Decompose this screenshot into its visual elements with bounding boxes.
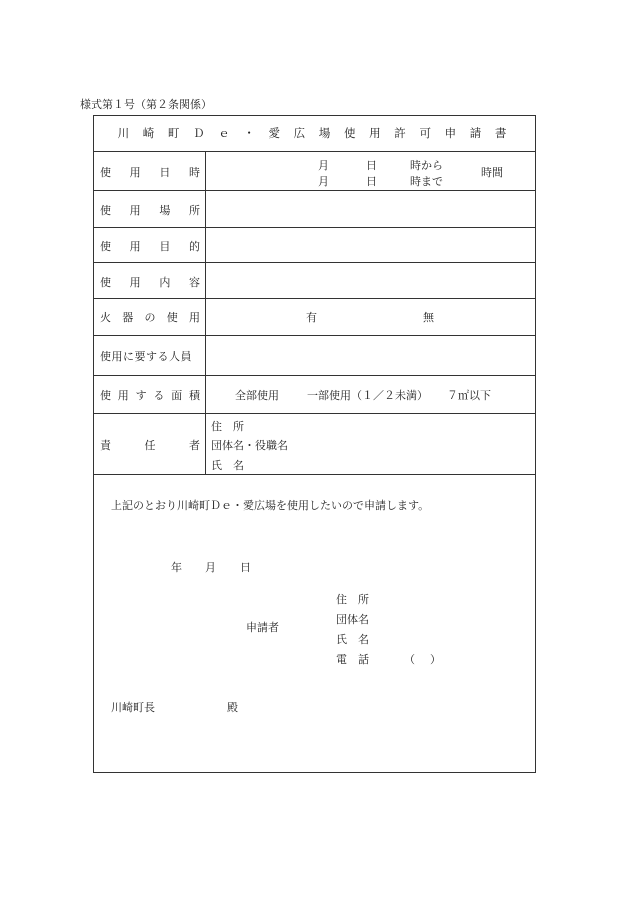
phone-paren-close: ） (430, 653, 441, 666)
row-divider (94, 262, 535, 263)
fire-option-yes: 有 (306, 311, 317, 324)
row-divider (94, 335, 535, 336)
area-option-partial: 一部使用（１／２未満） (307, 389, 428, 402)
row-divider (94, 474, 535, 475)
label-fire-usage: 火 器 の 使 用 (100, 311, 200, 324)
label-usage-area: 使 用 す る 面 積 (100, 389, 200, 402)
label-usage-purpose: 使 用 目 的 (100, 240, 200, 253)
phone-paren-open: （ (404, 653, 415, 666)
applicant-address-label: 住 所 (336, 593, 369, 606)
fire-option-no: 無 (423, 311, 434, 324)
row-divider (94, 413, 535, 414)
area-option-all: 全部使用 (235, 389, 279, 402)
applicant-phone-label: 電 話 (336, 653, 369, 666)
responsible-org-label: 団体名・役職名 (211, 439, 288, 452)
end-day-label: 日 (366, 175, 377, 188)
applicant-label: 申請者 (246, 621, 279, 634)
application-form (93, 115, 536, 773)
row-divider (94, 298, 535, 299)
row-divider (94, 375, 535, 376)
responsible-name-label: 氏 名 (211, 459, 244, 472)
date-year-label: 年 (171, 561, 182, 574)
form-number-label: 様式第１号（第２条関係） (80, 98, 212, 111)
row-divider (94, 151, 535, 152)
applicant-org-label: 団体名 (336, 613, 369, 626)
label-usage-datetime: 使 用 日 時 (100, 166, 200, 179)
row-divider (94, 190, 535, 191)
date-day-label: 日 (240, 561, 251, 574)
label-responsible-person: 責 任 者 (100, 439, 200, 452)
label-usage-place: 使 用 場 所 (100, 204, 200, 217)
addressee-honorific: 殿 (227, 701, 238, 714)
responsible-address-label: 住 所 (211, 420, 244, 433)
start-month-label: 月 (318, 159, 329, 172)
row-divider (94, 227, 535, 228)
column-divider (205, 151, 206, 474)
label-required-staff: 使用に要する人員 (100, 350, 192, 363)
start-day-label: 日 (366, 159, 377, 172)
addressee-name: 川崎町長 (111, 701, 155, 714)
end-month-label: 月 (318, 175, 329, 188)
area-option-under-7sqm: ７㎡以下 (447, 389, 491, 402)
label-usage-content: 使 用 内 容 (100, 276, 200, 289)
date-month-label: 月 (205, 561, 216, 574)
end-hour-label: 時まで (410, 175, 443, 188)
start-hour-label: 時から (410, 159, 443, 172)
declaration-text: 上記のとおり川崎町Ｄｅ・愛広場を使用したいので申請します。 (111, 499, 430, 512)
hours-label: 時間 (481, 166, 503, 179)
applicant-name-label: 氏 名 (336, 633, 369, 646)
form-title: 川 崎 町 Ｄ ｅ ・ 愛 広 場 使 用 許 可 申 請 書 (117, 126, 512, 140)
